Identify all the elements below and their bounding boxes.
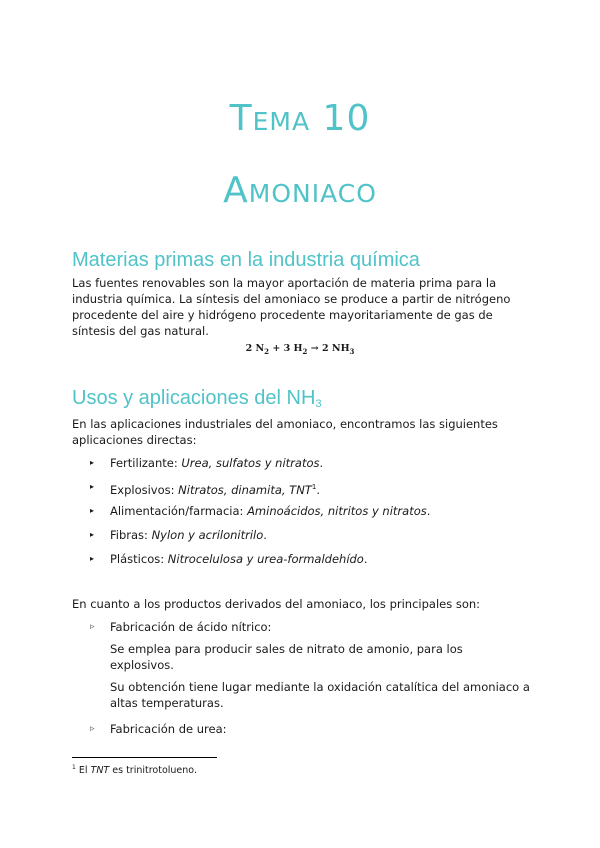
list-item (90, 721, 530, 737)
item-paragraph: Se emplea para producir sales de nitrato de amonio, para los explosivos. (110, 642, 463, 672)
paragraph-text: Las fuentes renovables son la mayor aportación de materia prima para la industria química. La síntesis del amoniaco se produce a partir de nitrógeno procedente del aire y hidrógeno procedente mayoritariamente de gas de síntesis del gas natural. (72, 276, 511, 338)
item-paragraph: Su obtención tiene lugar mediante la oxidación catalítica del amoniaco a altas temperaturas. (110, 680, 530, 710)
bullet-icon: ▸ (90, 554, 95, 563)
chemical-equation: 2 $N_2 + 3$ $H_2 \to 2$ $NH_3$ (245, 343, 355, 356)
paragraph-materias (72, 275, 532, 339)
document-subtitle: Amoniaco (223, 170, 377, 211)
list-item: ▸ Fertilizante: Urea, sulfatos y nitratos. (90, 456, 324, 470)
item-title: Fabricación de urea: (110, 722, 227, 736)
derivados-list (90, 619, 530, 737)
paragraph-derivados-intro (72, 596, 532, 612)
bullet-hollow-icon: ▹ (90, 724, 95, 734)
list-item: ▸ Fibras: Nylon y acrilonitrilo. (90, 528, 267, 542)
list-item: ▸ Plásticos: Nitrocelulosa y urea-formaldehído. (90, 552, 368, 566)
footnote-divider (72, 757, 217, 758)
list-item: ▸ Explosivos: Nitratos, dinamita, TNT$^1$. (90, 479, 530, 503)
bullet-icon: ▸ (90, 530, 95, 539)
bullet-icon: ▸ (90, 482, 95, 491)
paragraph-text: En cuanto a los productos derivados del amoniaco, los principales son: (72, 597, 481, 611)
footnote-ref[interactable]: 1 (311, 483, 317, 491)
paragraph-usos-intro (72, 416, 532, 448)
section-heading-usos: Usos y aplicaciones del $NH_3$ (72, 387, 322, 410)
bullet-icon: ▸ (90, 458, 95, 467)
list-item: ▸ Alimentación/farmacia: Aminoácidos, nitritos y nitratos. (90, 504, 431, 518)
section-heading-materias: Materias primas en la industria química (72, 249, 420, 271)
bullet-hollow-icon: ▹ (90, 622, 95, 632)
paragraph-text: En las aplicaciones industriales del amoniaco, encontramos las siguientes aplicaciones directas: (72, 417, 498, 447)
bullet-icon: ▸ (90, 506, 95, 515)
aplicaciones-list (90, 455, 530, 575)
document-title: Tema 10 (229, 98, 371, 139)
footnote: $^1$ El TNT es trinitrotolueno. (72, 764, 197, 777)
list-item (90, 619, 530, 711)
item-title: Fabricación de ácido nítrico: (110, 620, 272, 634)
